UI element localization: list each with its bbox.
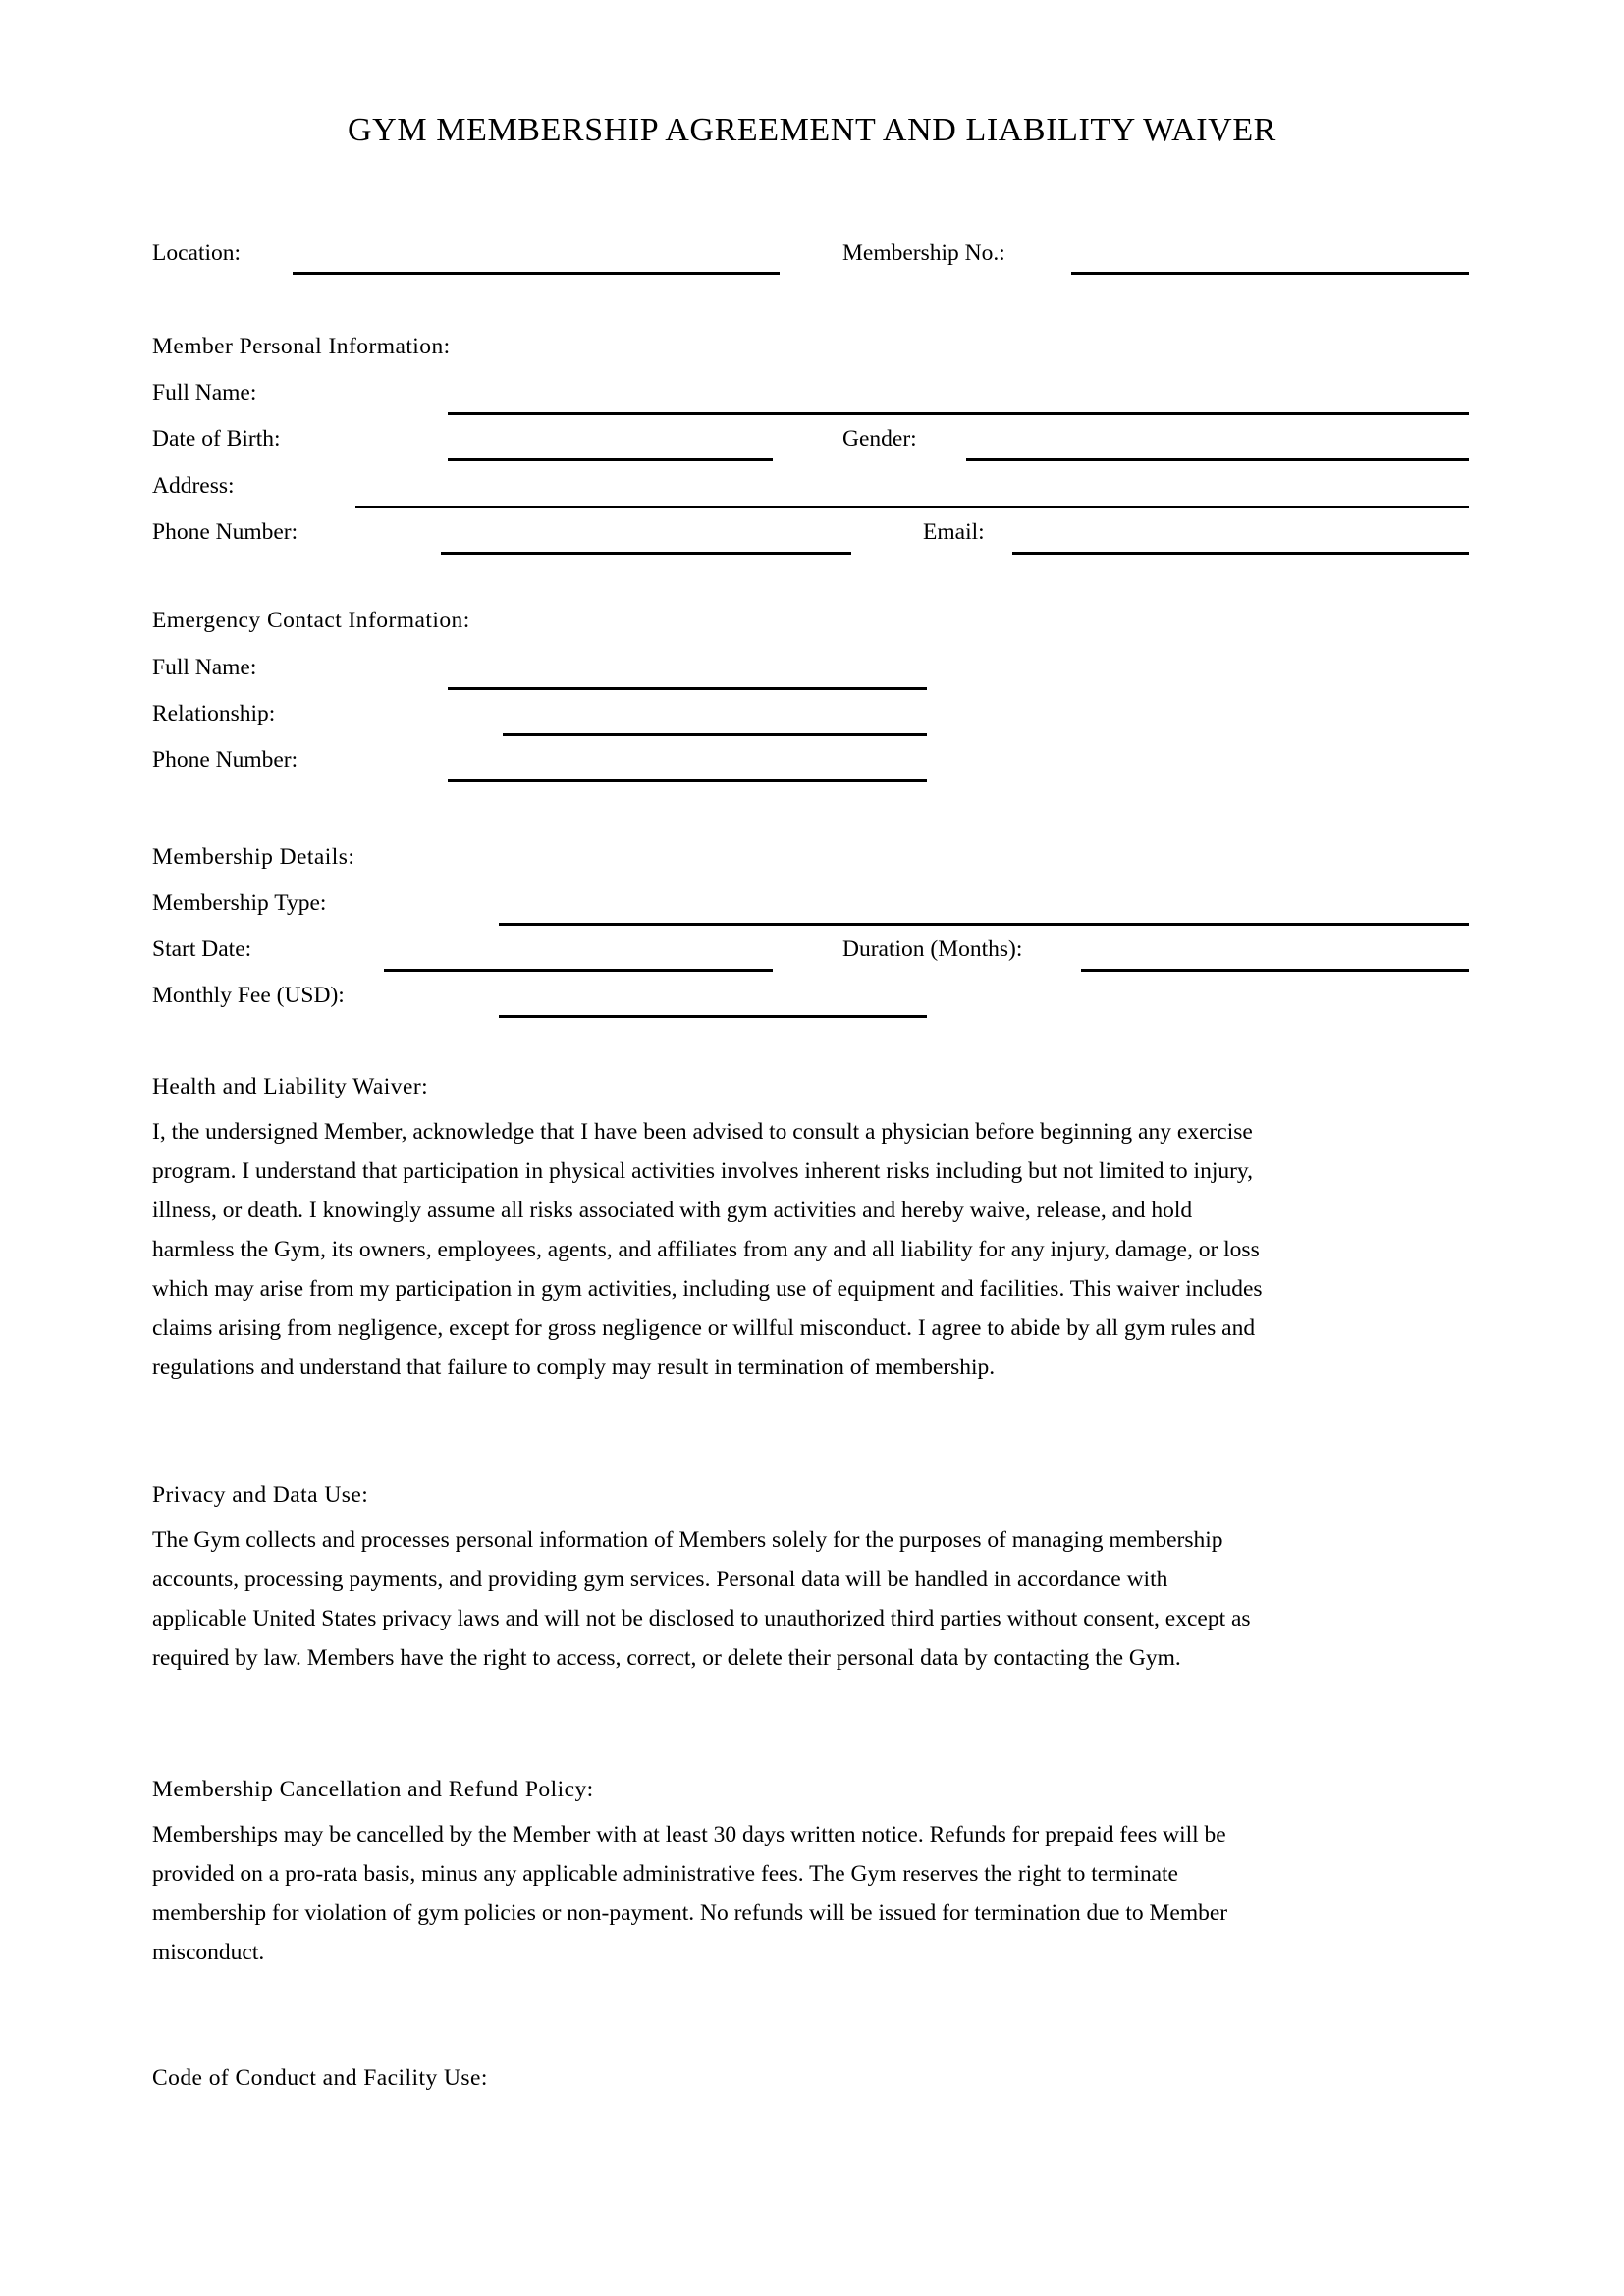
paragraph-line: regulations and understand that failure to comply may result in termination of membership. — [152, 1355, 996, 1380]
page-title: GYM MEMBERSHIP AGREEMENT AND LIABILITY WAIVER — [348, 112, 1276, 148]
emergency-full-name-input-rule[interactable] — [448, 687, 927, 690]
paragraph-line: Memberships may be cancelled by the Member with at least 30 days written notice. Refunds for prepaid fees will be — [152, 1822, 1226, 1847]
location-input-rule[interactable] — [293, 272, 780, 275]
duration-months-input-rule[interactable] — [1081, 969, 1469, 972]
member-full-name-label: Full Name: — [152, 380, 257, 405]
member-email-label: Email: — [923, 519, 985, 545]
emergency-relationship-label: Relationship: — [152, 701, 276, 726]
privacy-and-data-use-heading: Privacy and Data Use: — [152, 1482, 369, 1508]
membership-type-input-rule[interactable] — [499, 923, 1469, 926]
membership-details-heading: Membership Details: — [152, 844, 355, 870]
membership-no-input-rule[interactable] — [1071, 272, 1469, 275]
membership-cancellation-and-refund-policy-heading: Membership Cancellation and Refund Policy: — [152, 1777, 594, 1802]
start-date-label: Start Date: — [152, 936, 252, 962]
member-personal-information-heading: Member Personal Information: — [152, 334, 451, 359]
emergency-full-name-label: Full Name: — [152, 655, 257, 680]
paragraph-line: harmless the Gym, its owners, employees, agents, and affiliates from any and all liability for any injury, damage, or loss — [152, 1237, 1260, 1262]
monthly-fee-label: Monthly Fee (USD): — [152, 983, 345, 1008]
start-date-input-rule[interactable] — [384, 969, 773, 972]
member-phone-number-input-rule[interactable] — [441, 552, 851, 555]
member-address-input-rule[interactable] — [355, 506, 1469, 508]
emergency-phone-number-label: Phone Number: — [152, 747, 298, 773]
member-address-label: Address: — [152, 473, 235, 499]
paragraph-line: which may arise from my participation in gym activities, including use of equipment and facilities. This waiver includes — [152, 1276, 1263, 1302]
emergency-relationship-input-rule[interactable] — [503, 733, 927, 736]
paragraph-line: program. I understand that participation in physical activities involves inherent risks including but not limited to injury, — [152, 1158, 1254, 1184]
member-date-of-birth-label: Date of Birth: — [152, 426, 281, 452]
health-and-liability-waiver-heading: Health and Liability Waiver: — [152, 1074, 429, 1099]
membership-type-label: Membership Type: — [152, 890, 327, 916]
paragraph-line: I, the undersigned Member, acknowledge that I have been advised to consult a physician before beginning any exercise — [152, 1119, 1253, 1145]
emergency-contact-information-heading: Emergency Contact Information: — [152, 608, 470, 633]
paragraph-line: accounts, processing payments, and providing gym services. Personal data will be handled in accordance with — [152, 1567, 1168, 1592]
duration-months-label: Duration (Months): — [842, 936, 1023, 962]
member-email-input-rule[interactable] — [1012, 552, 1469, 555]
membership-cancellation-and-refund-policy-body — [152, 1815, 1473, 1972]
monthly-fee-input-rule[interactable] — [499, 1015, 927, 1018]
paragraph-line: required by law. Members have the right to access, correct, or delete their personal data by contacting the Gym. — [152, 1645, 1181, 1671]
member-full-name-input-rule[interactable] — [448, 412, 1469, 415]
health-and-liability-waiver-body — [152, 1112, 1473, 1387]
emergency-phone-number-input-rule[interactable] — [448, 779, 927, 782]
paragraph-line: The Gym collects and processes personal information of Members solely for the purposes of managing membership — [152, 1527, 1223, 1553]
member-gender-label: Gender: — [842, 426, 917, 452]
code-of-conduct-and-facility-use-heading: Code of Conduct and Facility Use: — [152, 2065, 488, 2091]
paragraph-line: membership for violation of gym policies or non-payment. No refunds will be issued for termination due to Member — [152, 1900, 1228, 1926]
paragraph-line: misconduct. — [152, 1940, 265, 1965]
membership-no-label: Membership No.: — [842, 240, 1005, 266]
paragraph-line: illness, or death. I knowingly assume all risks associated with gym activities and hereby waive, release, and hold — [152, 1198, 1193, 1223]
member-gender-input-rule[interactable] — [966, 458, 1469, 461]
paragraph-line: applicable United States privacy laws and will not be disclosed to unauthorized third parties without consent, except as — [152, 1606, 1251, 1631]
paragraph-line: provided on a pro-rata basis, minus any applicable administrative fees. The Gym reserves the right to terminate — [152, 1861, 1178, 1887]
privacy-and-data-use-body — [152, 1521, 1473, 1678]
member-date-of-birth-input-rule[interactable] — [448, 458, 773, 461]
paragraph-line: claims arising from negligence, except for gross negligence or willful misconduct. I agree to abide by all gym rules and — [152, 1315, 1256, 1341]
location-label: Location: — [152, 240, 242, 266]
member-phone-number-label: Phone Number: — [152, 519, 298, 545]
